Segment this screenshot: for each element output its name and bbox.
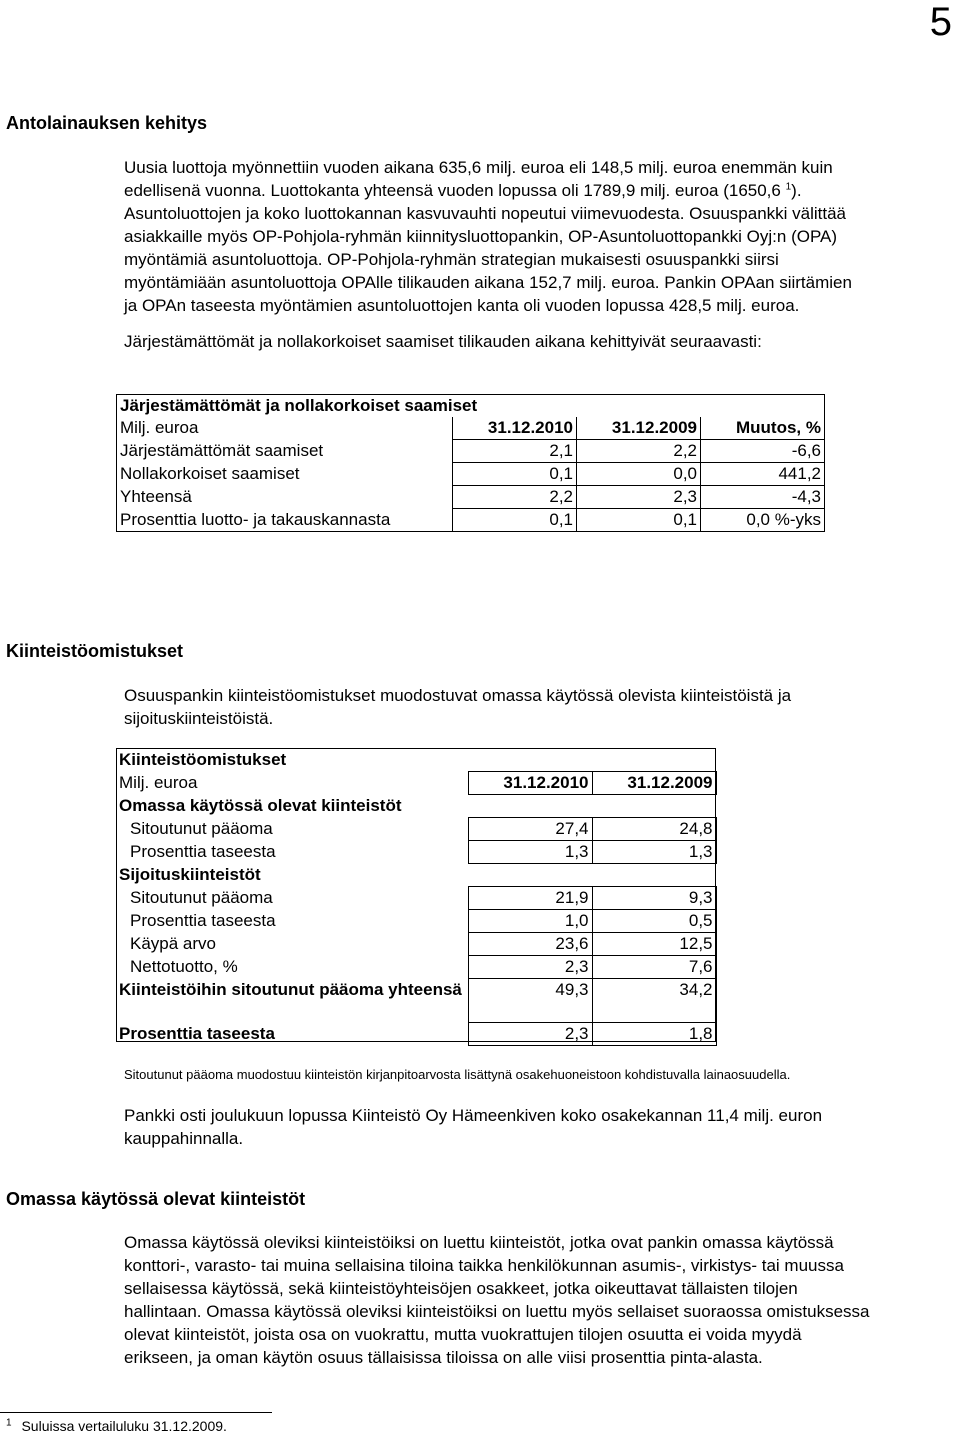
paragraph-line: sellaisessa käytössä, sekä kiinteistöyhteisöjen osakkeet, jotka oikeuttavat tällaisten tilojen: [124, 1279, 798, 1298]
footnote-text: Suluissa vertailuluku 31.12.2009.: [21, 1418, 227, 1434]
cell-value: 2,1: [453, 440, 577, 463]
footnote-number: 1: [6, 1417, 12, 1429]
cell-value: 2,2: [577, 440, 701, 463]
section2-paragraph: [124, 684, 791, 730]
header-2009: 31.12.2009: [592, 772, 716, 795]
footnote-ref: 1: [785, 181, 792, 193]
cell-value: 2,3: [577, 486, 701, 509]
paragraph-line: hallintaan. Omassa käytössä oleviksi kiinteistöiksi on luettu myös sellaiset suoraossa omistuksessa: [124, 1302, 870, 1321]
table-row: [116, 910, 716, 933]
table-row: [116, 956, 716, 979]
section-heading-antolainaus: Antolainauksen kehitys: [6, 113, 208, 133]
table-row: [116, 841, 716, 864]
table-header-row: [116, 772, 716, 795]
row-label: Nettotuotto, %: [130, 956, 238, 976]
paragraph-line: Asuntoluottojen ja koko luottokannan kasvuvauhti nopeutui viimevuodesta. Osuuspankki välittää: [124, 204, 847, 223]
cell-value: -6,6: [701, 440, 825, 463]
cell-value: 21,9: [468, 887, 592, 910]
paragraph-line: Pankki osti joulukuun lopussa Kiinteistö Oy Hämeenkiven koko osakekannan 11,4 milj. euron: [124, 1106, 823, 1125]
cell-value: 1,3: [592, 841, 716, 864]
table2-note: Sitoutunut pääoma muodostuu kiinteistön kirjanpitoarvosta lisättynä osakehuoneistoon kohdistuvalla lainaosuudella.: [124, 1067, 791, 1082]
table-row: [117, 440, 825, 463]
group-row: [116, 864, 716, 887]
paragraph-line: konttori-, varasto- tai muina sellaisina tiloina taikka henkilökunnan asumis-, virkistys- tai muussa: [124, 1256, 844, 1275]
row-label: Nollakorkoiset saamiset: [117, 463, 453, 486]
table-header-row: [117, 417, 825, 440]
row-label: Sitoutunut pääoma: [130, 887, 273, 907]
table-row: [116, 818, 716, 841]
cell-value: -4,3: [701, 486, 825, 509]
cell-value: 49,3: [468, 979, 592, 1023]
paragraph-line: erikseen, ja oman käytön osuus tällaisissa tiloissa on alle viisi prosenttia pinta-alasta.: [124, 1348, 763, 1367]
row-label: Käypä arvo: [130, 933, 216, 953]
table-row-total: [116, 979, 716, 1023]
paragraph-line: edellisenä vuonna. Luottokanta yhteensä vuoden lopussa oli 1789,9 milj. euroa (1650,6 $^1$).: [124, 181, 802, 200]
cell-value: 1,8: [592, 1023, 716, 1046]
table-row: [116, 933, 716, 956]
header-2010: 31.12.2010: [453, 417, 577, 440]
paragraph-line: olevat kiinteistöt, joista osa on vuokrattu, mutta vuokrattujen tilojen osuutta ei voida myydä: [124, 1325, 802, 1344]
paragraph-line: Uusia luottoja myönnettiin vuoden aikana 635,6 milj. euroa eli 148,5 milj. euroa enemmän kuin: [124, 158, 833, 177]
cell-value: 0,1: [453, 509, 577, 532]
section-heading-kiinteistoomistukset: Kiinteistöomistukset: [6, 641, 184, 661]
row-label: Prosenttia taseesta: [130, 841, 276, 861]
paragraph-line: asiakkaille myös OP-Pohjola-ryhmän kiinnitysluottopankin, OP-Asuntoluottopankki Oyj:n (OPA): [124, 227, 838, 246]
table-title-row: [116, 749, 716, 772]
cell-value: 0,1: [453, 463, 577, 486]
paragraph-line: Osuuspankin kiinteistöomistukset muodostuvat omassa käytössä olevista kiinteistöistä ja: [124, 686, 792, 705]
group-label-own-use: Omassa käytössä olevat kiinteistöt: [119, 796, 402, 815]
cell-value: 27,4: [468, 818, 592, 841]
cell-value: 0,1: [577, 509, 701, 532]
purchase-paragraph: [124, 1104, 822, 1150]
row-label: Prosenttia taseesta: [130, 910, 276, 930]
table1-intro: Järjestämättömät ja nollakorkoiset saamiset tilikauden aikana kehittyivät seuraavasti:: [124, 332, 762, 351]
row-label: Sitoutunut pääoma: [130, 818, 273, 838]
table-title: Kiinteistöomistukset: [119, 750, 287, 769]
paragraph-line: sijoituskiinteistöistä.: [124, 709, 274, 728]
section3-paragraph: [124, 1231, 870, 1369]
footnote-separator: [0, 1412, 272, 1413]
cell-value: 9,3: [592, 887, 716, 910]
group-row: [116, 795, 716, 818]
cell-value: 2,3: [468, 956, 592, 979]
table-row: [117, 486, 825, 509]
paragraph-line: myöntämiään asuntoluottoja OPAlle tilikauden aikana 152,7 milj. euroa. Pankin OPAan siirtämien: [124, 273, 852, 292]
paragraph-line: myöntämiä asuntoluottoja. OP-Pohjola-ryhmän strategian mukaisesti osuuspankki siirsi: [124, 250, 779, 269]
section1-paragraph: [124, 156, 852, 317]
row-label: Kiinteistöihin sitoutunut pääoma yhteensä: [119, 979, 462, 999]
table-row-total-pct: [116, 1023, 716, 1046]
cell-value: 2,2: [453, 486, 577, 509]
cell-value: 0,0 %-yks: [701, 509, 825, 532]
row-label: Prosenttia taseesta: [119, 1023, 275, 1043]
row-label: Yhteensä: [117, 486, 453, 509]
cell-value: 23,6: [468, 933, 592, 956]
table-row: [117, 463, 825, 486]
cell-value: 24,8: [592, 818, 716, 841]
table-row: [116, 887, 716, 910]
header-2010: 31.12.2010: [468, 772, 592, 795]
page-number: 5: [929, 0, 952, 44]
cell-value: 1,0: [468, 910, 592, 933]
table-nonperforming: [116, 394, 825, 532]
paragraph-line: Omassa käytössä oleviksi kiinteistöiksi on luettu kiinteistöt, jotka ovat pankin omassa käytössä: [124, 1233, 834, 1252]
row-label: Prosenttia luotto- ja takauskannasta: [117, 509, 453, 532]
header-2009: 31.12.2009: [577, 417, 701, 440]
group-label-investment: Sijoituskiinteistöt: [119, 865, 261, 884]
cell-value: 7,6: [592, 956, 716, 979]
cell-value: 0,5: [592, 910, 716, 933]
cell-value: 2,3: [468, 1023, 592, 1046]
cell-value: 12,5: [592, 933, 716, 956]
table-title: Järjestämättömät ja nollakorkoiset saamiset: [117, 395, 825, 418]
table-row: [117, 509, 825, 532]
section-heading-omassa-kaytossa: Omassa käytössä olevat kiinteistöt: [6, 1189, 306, 1209]
table-title-row: [117, 395, 825, 418]
paragraph-line: kauppahinnalla.: [124, 1129, 244, 1148]
cell-value: 441,2: [701, 463, 825, 486]
paragraph-line: ja OPAn taseesta myöntämien asuntoluottojen kanta oli vuoden lopussa 428,5 milj. euroa.: [124, 296, 800, 315]
table-property-holdings: [116, 749, 717, 1046]
header-unit: Milj. euroa: [117, 417, 453, 440]
cell-value: 1,3: [468, 841, 592, 864]
row-label: Järjestämättömät saamiset: [117, 440, 453, 463]
cell-value: 0,0: [577, 463, 701, 486]
cell-value: 34,2: [592, 979, 716, 1023]
header-change: Muutos, %: [701, 417, 825, 440]
footnote: [6, 1416, 227, 1436]
header-unit: Milj. euroa: [119, 772, 198, 792]
